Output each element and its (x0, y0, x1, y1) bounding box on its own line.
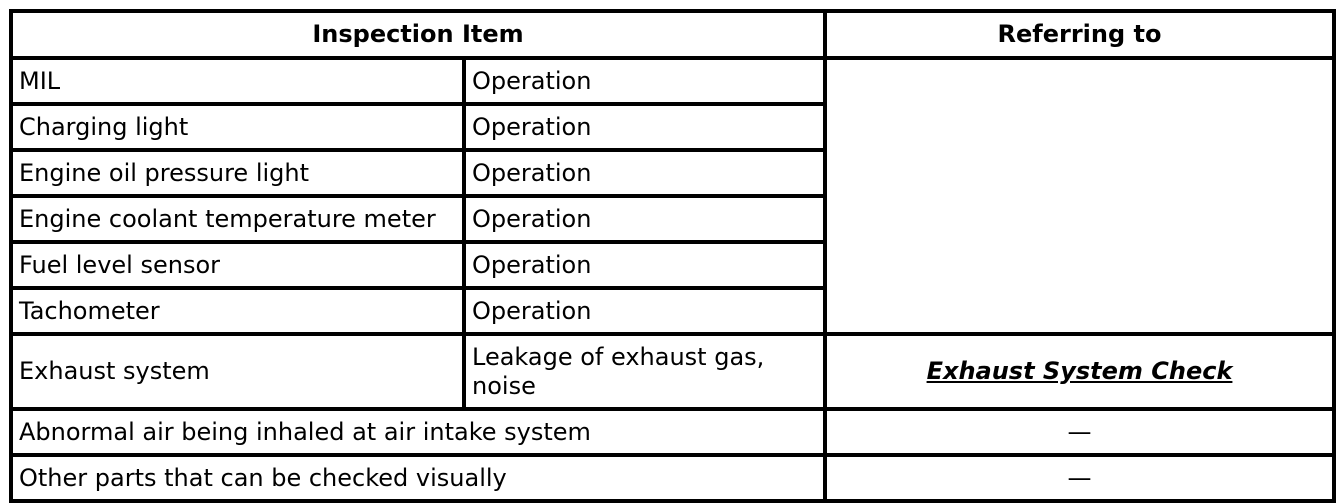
inspection-item-cell: Fuel level sensor (11, 242, 464, 288)
inspection-item-cell: MIL (11, 58, 464, 104)
reference-cell (825, 334, 1334, 409)
inspection-item-cell: Tachometer (11, 288, 464, 334)
check-cell: Leakage of exhaust gas, noise (464, 334, 825, 409)
inspection-item-cell: Charging light (11, 104, 464, 150)
inspection-item-cell: Other parts that can be checked visually (11, 455, 825, 501)
inspection-item-cell: Abnormal air being inhaled at air intake system (11, 409, 825, 455)
check-cell: Operation (464, 288, 825, 334)
exhaust-system-check-link[interactable]: Exhaust System Check (926, 357, 1233, 385)
inspection-table (9, 9, 1336, 503)
reference-cell (825, 409, 1334, 455)
check-cell: Operation (464, 104, 825, 150)
header-inspection-item: Inspection Item (11, 11, 825, 58)
reference-dash: — (1067, 417, 1092, 446)
reference-dash: — (1067, 463, 1092, 492)
inspection-item-cell: Engine oil pressure light (11, 150, 464, 196)
table-row (11, 58, 1334, 104)
check-cell: Operation (464, 150, 825, 196)
inspection-item-cell: Exhaust system (11, 334, 464, 409)
inspection-item-cell: Engine coolant temperature meter (11, 196, 464, 242)
reference-cell (825, 455, 1334, 501)
reference-cell-empty (825, 58, 1334, 334)
table-header-row (11, 11, 1334, 58)
table-row (11, 455, 1334, 501)
table-row (11, 409, 1334, 455)
check-cell: Operation (464, 196, 825, 242)
check-cell: Operation (464, 58, 825, 104)
table-row (11, 334, 1334, 409)
check-cell: Operation (464, 242, 825, 288)
header-referring-to: Referring to (825, 11, 1334, 58)
